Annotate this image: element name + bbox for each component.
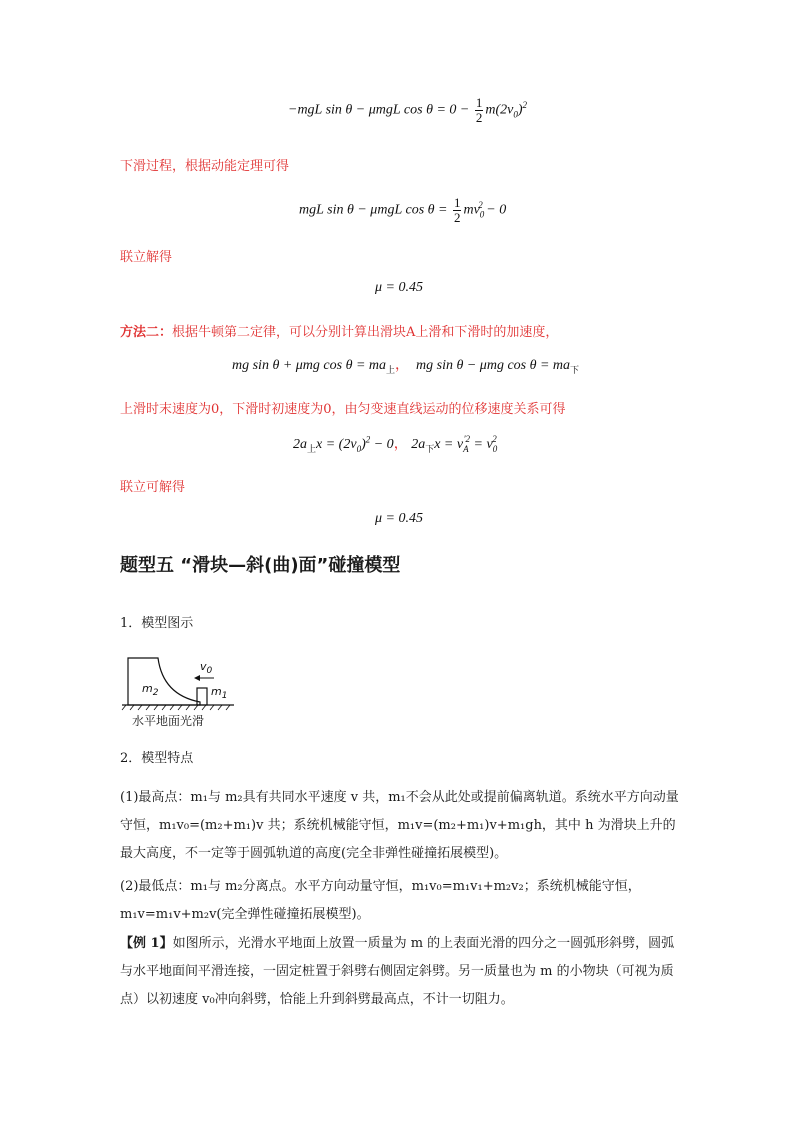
label-text: v — [200, 660, 207, 673]
mu-result-1: μ = 0.45 — [375, 280, 423, 295]
ground-caption: 水平地面光滑 — [132, 714, 205, 728]
subscript: 上 — [386, 364, 396, 375]
model-diagram — [118, 650, 238, 730]
eq-part: mgL sin θ − μmgL cos θ = — [299, 202, 451, 218]
method2-paragraph — [120, 321, 558, 340]
label-m2 — [142, 682, 158, 698]
combine-text-2: 联立可解得 — [120, 480, 186, 495]
label-text: m — [142, 682, 153, 695]
eq-part: = v — [470, 437, 493, 452]
paragraph-highest-point: (1)最高点：m₁与 m₂具有共同水平速度 v 共，m₁不会从此处或提前偏离轨道。系统水平方向动量守恒，m₁v₀=(m₂+m₁)v 共；系统机械能守恒，m₁v=(m₂+m₁)v+m₁gh，其中 h 为滑块上升的最大高度，不一定等于圆弧轨道的高度(完全非弹性碰撞拓展模型)。 — [120, 790, 679, 861]
curved-slope-block — [128, 658, 200, 705]
label-text: m — [211, 685, 222, 698]
superscript: 2 — [492, 434, 497, 445]
label-sub: 0 — [206, 666, 213, 677]
combine-text-1: 联立解得 — [120, 250, 173, 265]
kinematic-equations — [293, 433, 497, 455]
ground-hatching — [122, 705, 230, 710]
eq-part: mv — [463, 202, 480, 218]
eq-part: −mgL sin θ − μmgL cos θ = 0 − — [288, 102, 473, 118]
example-paragraph — [120, 930, 680, 1014]
eq-part: − 0 — [370, 437, 394, 452]
label-v0 — [200, 660, 212, 676]
eq-part: − 0 — [482, 202, 507, 218]
superscript: 2 — [365, 434, 371, 445]
mu-result-2: μ = 0.45 — [375, 511, 423, 526]
fraction — [475, 96, 484, 125]
example-text: 如图所示，光滑水平地面上放置一质量为 m 的上表面光滑的四分之一圆弧形斜劈，圆弧与水平地面间平滑连接，一固定桩置于斜劈右侧固定斜劈。另一质量也为 m 的小物块（可视为质点）以初速度 v₀冲向斜劈，恰能上升到斜劈最高点，不计一切阻力。 — [120, 936, 675, 1007]
eq-part: mg sin θ − μmg cos θ = ma — [416, 358, 571, 373]
eq-part: 2a — [411, 437, 426, 452]
subscript: A — [463, 443, 469, 454]
subscript: 0 — [479, 209, 485, 220]
subscript: 下 — [570, 364, 580, 375]
label-sub: 1 — [221, 691, 228, 702]
velocity-text: 上滑时末速度为0，下滑时初速度为0，由匀变速直线运动的位移速度关系可得 — [120, 402, 566, 417]
item-2-heading: 2．模型特点 — [120, 751, 194, 766]
eq-part: ) — [361, 437, 366, 452]
superscript: 2 — [522, 100, 528, 111]
down-process-text: 下滑过程，根据动能定理可得 — [120, 159, 290, 174]
example-label: 【例 1】 — [120, 936, 173, 951]
eq-part: x = v — [434, 437, 464, 452]
equation-upward-energy — [288, 96, 527, 125]
subscript: 上 — [307, 443, 317, 454]
subscript: 0 — [492, 443, 498, 454]
equation-downward-energy — [299, 196, 506, 225]
section-title: 题型五 “滑块—斜(曲)面”碰撞模型 — [120, 555, 401, 576]
label-m1 — [211, 685, 227, 701]
fraction — [453, 196, 462, 225]
item-1-heading: 1．模型图示 — [120, 616, 194, 631]
denominator: 2 — [453, 210, 461, 225]
subscript: 0 — [513, 109, 518, 120]
small-block-m1 — [197, 688, 207, 705]
subscript: 下 — [425, 443, 435, 454]
eq-part: 2a — [293, 437, 307, 452]
newton-equations — [232, 354, 579, 376]
eq-part: mg sin θ + μmg cos θ = ma — [232, 358, 387, 373]
superscript: ′2 — [463, 434, 471, 445]
separator: ， — [393, 437, 408, 452]
eq-part: m(2v — [485, 102, 514, 118]
label-sub: 2 — [152, 688, 159, 699]
eq-part: x = (2v — [316, 437, 357, 452]
eq-part: ) — [517, 102, 523, 118]
separator: ， — [395, 358, 410, 373]
denominator: 2 — [475, 110, 483, 125]
numerator: 1 — [453, 195, 461, 210]
numerator: 1 — [475, 95, 483, 110]
paragraph-lowest-point: (2)最低点：m₁与 m₂分离点。水平方向动量守恒，m₁v₀=m₁v₁+m₂v₂；系统机械能守恒，m₁v=m₁v+m₂v(完全弹性碰撞拓展模型)。 — [120, 879, 641, 922]
method2-label: 方法二： — [120, 325, 173, 340]
method2-text: 根据牛顿第二定律，可以分别计算出滑块A上滑和下滑时的加速度， — [172, 325, 559, 340]
subscript: 0 — [356, 443, 362, 454]
superscript: 2 — [478, 200, 483, 211]
